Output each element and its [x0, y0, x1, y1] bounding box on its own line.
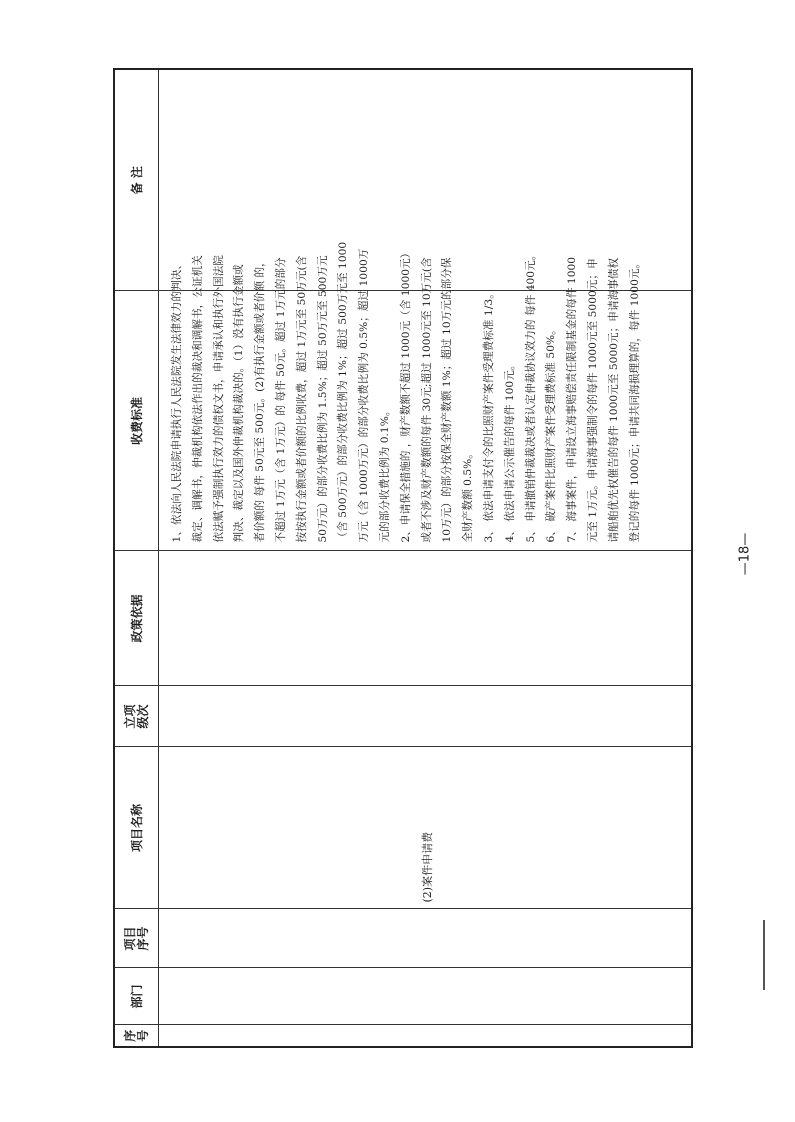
fee-standard-line: 5、 申请撤销仲裁裁决或者认定仲裁协议效力的 每件 400元。: [524, 249, 537, 543]
header-fee-standard: 收费标准: [114, 291, 159, 551]
fee-standard-line: 50万元）的部分收费比例为 1.5%；超过 50万元至 500万元: [316, 255, 329, 543]
fee-standard-line: 7、 海事案件，申请设立海事赔偿责任限制基金的每件 1000: [566, 256, 579, 543]
table-header-row: [114, 69, 159, 1047]
item-name-text: (2)案件申请费: [421, 831, 434, 903]
fee-standard-line: 请船舶优先权催告的每件 1000元至 5000元；申请海事债权: [607, 257, 620, 543]
header-serial: [114, 1025, 159, 1047]
header-level-line1: 立项: [122, 704, 137, 729]
fee-standard-line: 元至 1万元。申请海事强制令的每件 1000元至 5000元；申: [586, 258, 599, 543]
cell-item-name: [159, 747, 693, 909]
fee-standard-line: 3、 依法申请支付令的比照财产案件受理费标准 1/3。: [482, 288, 495, 543]
header-item-no-line1: 项目: [122, 926, 137, 951]
fee-standard-line: 依法赋予强制执行效力的债权文书，申请承认和执行外国法院: [212, 255, 225, 543]
page-number: [735, 524, 755, 584]
fee-standard-line: 元的部分收费比例为 0.1%。: [378, 405, 391, 543]
rotated-page-content: [113, 70, 693, 1048]
fee-standard-line: 2、申请保全措施的 ，财产数额不超过 1000元（含 1000元）: [399, 247, 412, 543]
cell-item-no: [159, 909, 693, 968]
fee-standard-line: 4、 依法申请公示催告的每件 100元。: [503, 359, 516, 543]
header-item-no: [114, 909, 159, 968]
header-remarks: 备 注: [114, 69, 159, 291]
fee-standard-text: [167, 241, 645, 543]
scan-mark: [763, 920, 765, 990]
fee-standard-line: （含 500万元）的部分收费比例为 1%；超过 500万元至 1000: [337, 241, 350, 543]
fee-standard-line: 登记的每件 1000元；申请共同海损理算的，每件 1000元。: [628, 257, 641, 543]
table-row: [159, 69, 693, 1047]
header-level: [114, 686, 159, 747]
cell-serial: [159, 1025, 693, 1047]
fee-standard-line: 全财产数额 0.5%。: [462, 448, 475, 543]
cell-policy-basis: [159, 551, 693, 686]
header-department: 部门: [114, 968, 159, 1025]
header-policy-basis: 政策依据: [114, 551, 159, 686]
cell-fee-standard: [159, 241, 693, 551]
fee-standard-line: 不超过 1万元（含 1万元）的 每件 50元。超过 1万元的部分: [274, 257, 287, 543]
header-item-name: 项目名称: [114, 747, 159, 909]
header-serial-line1: 序: [122, 1029, 137, 1042]
fee-standard-line: 判决、裁定以及国外仲裁机构裁决的。（1）没有执行金额或: [233, 264, 246, 543]
fee-standard-line: 10万元）的部分按保全财产数额 1%；超过 10万元的部分保: [441, 257, 454, 543]
fee-standard-line: 按按执行金额或者价额的比例收费，超过 1万元至 50万元(含: [295, 255, 308, 543]
fee-standard-line: 万元（含 1000万元）的部分收费比例为 0.5%；超过 1000万: [358, 248, 371, 543]
header-serial-line2: 号: [135, 1029, 150, 1042]
cell-level: [159, 686, 693, 747]
fee-standard-line: 1、依法向人民法院申请执行人民法院发生法律效力的判决、: [171, 258, 183, 543]
fee-standard-line: 6、 破产案件比照财产案件受理费标准 50%。: [545, 324, 558, 543]
page-number-text: —18—: [737, 532, 753, 576]
fee-standard-line: 裁定、调解书，仲裁机构依法作出的裁决和调解书，公证机关: [191, 255, 204, 543]
header-item-no-line2: 序号: [135, 926, 150, 951]
fee-table: [113, 68, 693, 1048]
cell-department: [159, 968, 693, 1025]
fee-standard-line: 者价额的 每件 50元至 500元。(2)有执行金额或者价额 的，: [254, 256, 267, 543]
fee-standard-line: 或者不涉及财产数额的每件 30元;超过 1000元至 10万元(含: [420, 257, 433, 543]
header-level-line2: 级次: [135, 704, 150, 729]
